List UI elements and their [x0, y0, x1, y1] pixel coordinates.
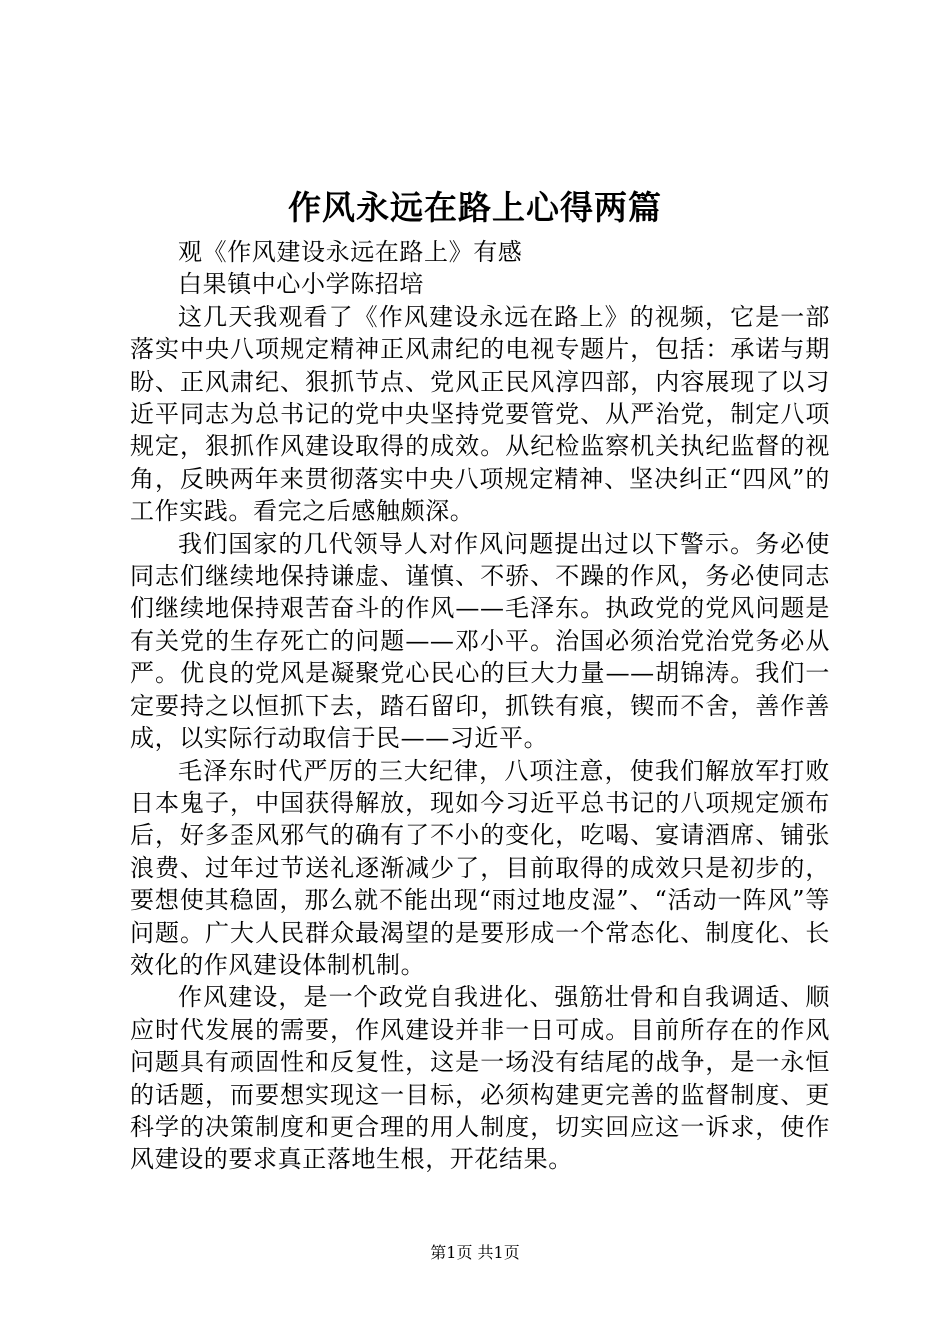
subtitle-line: 观《作风建设永远在路上》有感	[178, 238, 523, 266]
author-line: 白果镇中心小学陈招培	[178, 270, 424, 299]
paragraph: 毛泽东时代严厉的三大纪律，八项注意，使我们解放军打败日本鬼子，中国获得解放，现如今习近平总书记的八项规定颁布后，好多歪风邪气的确有了不小的变化，吃喝、宴请酒席、铺张浪费、过年过节送礼逐渐减少了，目前取得的成效只是初步的，要想使其稳固，那么就不能出现“雨过地皮湿”、“活动一阵风”等问题。广大人民群众最渴望的是要形成一个常态化、制度化、长效化的作风建设体制机制。	[130, 756, 830, 979]
document-title: 作风永远在路上心得两篇	[288, 188, 662, 227]
paragraph: 作风建设，是一个政党自我进化、强筋壮骨和自我调适、顺应时代发展的需要，作风建设并非一日可成。目前所存在的作风问题具有顽固性和反复性，这是一场没有结尾的战争，是一永恒的话题，而要想实现这一目标，必须构建更完善的监督制度、更科学的决策制度和更合理的用人制度，切实回应这一诉求，使作风建设的要求真正落地生根，开花结果。	[130, 983, 830, 1174]
paragraph: 我们国家的几代领导人对作风问题提出过以下警示。务必使同志们继续地保持谦虚、谨慎、不骄、不躁的作风，务必使同志们继续地保持艰苦奋斗的作风——毛泽东。执政党的党风问题是有关党的生存死亡的问题——邓小平。治国必须治党治党务必从严。优良的党风是凝聚党心民心的巨大力量——胡锦涛。我们一定要持之以恒抓下去，踏石留印，抓铁有痕，锲而不舍，善作善成，以实际行动取信于民——习近平。	[130, 529, 830, 753]
document-body	[130, 236, 830, 1176]
paragraph: 这几天我观看了《作风建设永远在路上》的视频，它是一部落实中央八项规定精神正风肃纪的电视专题片，包括：承诺与期盼、正风肃纪、狠抓节点、党风正民风淳四部，内容展现了以习近平同志为总书记的党中央坚持党要管党、从严治党，制定八项规定，狠抓作风建设取得的成效。从纪检监察机关执纪监督的视角，反映两年来贯彻落实中央八项规定精神、坚决纠正“四风”的工作实践。看完之后感触颇深。	[130, 302, 830, 526]
page-footer: 第1页 共1页	[430, 1243, 520, 1262]
